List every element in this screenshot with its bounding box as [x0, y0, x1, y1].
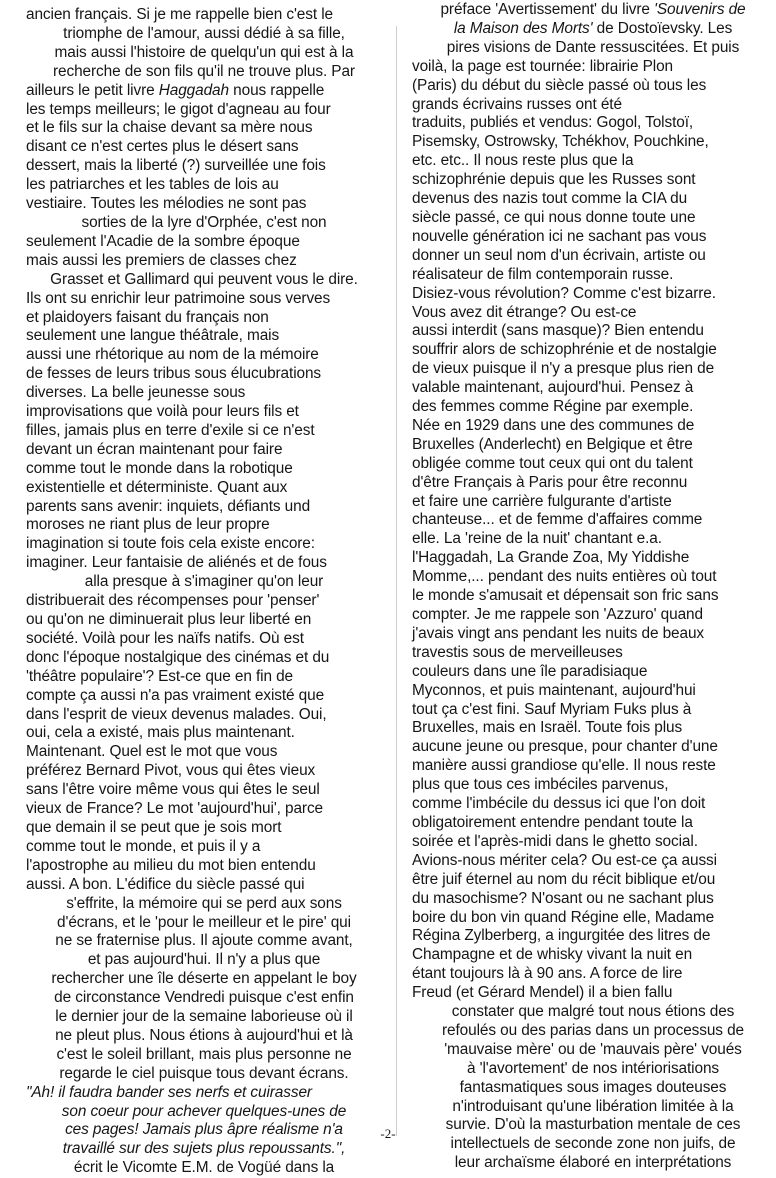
text-line: [412, 984, 774, 1003]
line-text: aussi une rhétorique au nom de la mémoire: [26, 346, 319, 364]
text-line: [412, 757, 774, 776]
line-text: moroses ne riant plus de leur propre: [26, 516, 270, 534]
text-line: [26, 1065, 382, 1084]
line-text: devenus des nazis tout comme la CIA du: [412, 190, 688, 208]
text-line: [412, 171, 774, 190]
line-text: valable maintenant, aujourd'hui. Pensez à: [412, 379, 694, 397]
text-line: [26, 649, 382, 668]
text-line: [26, 951, 382, 970]
line-text: à 'l'avortement' de nos intériorisations: [466, 1059, 720, 1077]
line-text-continued: nous rappelle: [228, 81, 325, 99]
line-text: travestis sous de merveilleuses: [412, 643, 623, 661]
line-text: dans l'esprit de vieux devenus malades. Oui,: [26, 705, 327, 723]
line-text: Régina Zylberberg, a ingurgitée des litres de: [412, 927, 711, 945]
text-line: [412, 701, 774, 720]
text-line: [26, 781, 382, 800]
line-text: de vieux puisque il n'y a presque plus rien de: [412, 360, 715, 378]
text-line: [26, 914, 382, 933]
text-line: [26, 327, 382, 346]
text-line: [412, 795, 774, 814]
line-text: distribuerait des récompenses pour 'penser': [26, 592, 320, 610]
line-text: comme tout le monde dans la robotique: [26, 459, 293, 477]
line-text: imagination si toute fois cela existe encore:: [26, 535, 315, 553]
text-line: [26, 743, 382, 762]
line-text: aussi. A bon. L'édifice du siècle passé qui: [26, 875, 305, 893]
text-line: [412, 341, 774, 360]
text-line: [26, 687, 382, 706]
text-line: [412, 266, 774, 285]
line-text: plus que tous ces imbéciles parvenus,: [412, 776, 669, 794]
text-line: [26, 838, 382, 857]
line-text: alla presque à s'imaginer qu'on leur: [84, 573, 324, 591]
line-text: Momme,... pendant des nuits entières où tout: [412, 568, 717, 586]
line-text: imaginer. Leur fantaisie de aliénés et de fous: [26, 554, 327, 572]
text-line: [412, 890, 774, 909]
line-text: parents sans avenir: inquiets, défiants und: [26, 497, 311, 515]
line-text: préface 'Avertissement' du livre: [440, 1, 655, 18]
line-text: 'théâtre populaire'? Est-ce que en fin de: [26, 667, 294, 685]
text-line: [26, 63, 382, 82]
line-text: Bruxelles (Anderlecht) en Belgique et être: [412, 435, 693, 453]
line-text: et pas aujourd'hui. Il n'y a plus que: [87, 951, 321, 969]
line-text: obligatoirement entendre pendant toute la: [412, 813, 693, 831]
line-text: que demain il se peut que je sois mort: [26, 818, 282, 836]
line-text: de fesses de leurs tribus sous élucubrations: [26, 365, 322, 383]
line-text: elle. La 'reine de la nuit' chantant e.a.: [412, 530, 662, 548]
line-text: et plaidoyers faisant du français non: [26, 308, 269, 326]
text-line: [412, 663, 774, 682]
line-text: regarde le ciel puisque tous devant écrans.: [59, 1064, 349, 1082]
text-line: [26, 724, 382, 743]
text-line: [26, 138, 382, 157]
line-text: boire du bon vin quand Régine elle, Madame: [412, 908, 715, 926]
text-line: [412, 96, 774, 115]
line-text: grands écrivains russes ont été: [412, 95, 622, 113]
text-line: [412, 833, 774, 852]
line-text: Pisemsky, Ostrowsky, Tchékhov, Pouchkine,: [412, 133, 709, 151]
text-line: [26, 214, 382, 233]
line-text: Maintenant. Quel est le mot que vous: [26, 743, 278, 761]
text-line: [26, 252, 382, 271]
text-line: [26, 498, 382, 517]
line-text: mais aussi les premiers de classes chez: [26, 251, 297, 269]
line-text: donner un seul nom d'un écrivain, artiste ou: [412, 246, 706, 264]
line-text: réalisateur de film contemporain russe.: [412, 265, 674, 283]
line-text: Vous avez dit étrange? Ou est-ce: [412, 303, 637, 321]
text-line: [412, 360, 774, 379]
line-text: c'est le soleil brillant, mais plus personne ne: [56, 1045, 352, 1063]
italic-text: "Ah! il faudra bander ses nerfs et cuirasser: [26, 1083, 312, 1101]
text-line: [26, 101, 382, 120]
line-text: mais aussi l'histoire de quelqu'un qui est à la: [54, 43, 354, 61]
text-line: [412, 909, 774, 928]
text-line: [412, 1154, 774, 1173]
line-text: (Paris) du début du siècle passé où tous les: [412, 76, 707, 94]
line-text: couleurs dans une île paradisiaque: [412, 662, 648, 680]
text-line: [412, 322, 774, 341]
text-line: [26, 233, 382, 252]
text-line: [412, 946, 774, 965]
line-text: écrit le Vicomte E.M. de Vogüé dans la: [73, 1159, 335, 1177]
text-line: [26, 516, 382, 535]
text-line: [412, 682, 774, 701]
line-text: l'apostrophe au milieu du mot bien entendu: [26, 856, 316, 874]
text-line: [412, 379, 774, 398]
line-text: ne se fraternise plus. Il ajoute comme avant,: [55, 932, 353, 950]
text-line: [26, 365, 382, 384]
text-line: [26, 1027, 382, 1046]
italic-text: la Maison des Morts': [453, 19, 593, 37]
text-line: [26, 403, 382, 422]
text-line: [412, 133, 774, 152]
text-line: [412, 190, 774, 209]
text-line: [412, 455, 774, 474]
line-text: survie. D'où la masturbation mentale de ces: [445, 1116, 741, 1134]
text-line: [26, 271, 382, 290]
line-text: Bruxelles, mais en Israël. Toute fois plus: [412, 719, 683, 737]
line-text: sorties de la lyre d'Orphée, c'est non: [81, 213, 327, 231]
line-text: les temps meilleurs; le gigot d'agneau au four: [26, 100, 331, 118]
text-line: [26, 611, 382, 630]
text-line: [412, 511, 774, 530]
text-line: [26, 44, 382, 63]
text-line: [26, 422, 382, 441]
line-text: devant un écran maintenant pour faire: [26, 440, 283, 458]
italic-text: son coeur pour achever quelques-unes de: [61, 1102, 347, 1120]
line-text: nouvelle génération ici ne sachant pas vous: [412, 227, 707, 245]
text-line: [26, 554, 382, 573]
text-line: [26, 479, 382, 498]
line-text: constater que malgré tout nous étions des: [451, 1003, 735, 1021]
line-text: être juif éternel au nom du récit biblique et/ou: [412, 870, 716, 888]
line-text: Ils ont su enrichir leur patrimoine sous verves: [26, 289, 331, 307]
text-line: [26, 819, 382, 838]
text-line: [26, 573, 382, 592]
text-line: [412, 209, 774, 228]
line-text: et faire une carrière fulgurante d'artiste: [412, 492, 672, 510]
line-text: oui, cela a existé, mais plus maintenant.: [26, 724, 295, 742]
text-line: [412, 1098, 774, 1117]
text-line: [412, 587, 774, 606]
text-line: [412, 417, 774, 436]
line-text: 'mauvaise mère' ou de 'mauvais père' voués: [444, 1040, 742, 1058]
text-line: [26, 876, 382, 895]
text-line: [412, 304, 774, 323]
line-text: etc. etc.. Il nous reste plus que la: [412, 152, 634, 170]
text-line: [412, 285, 774, 304]
line-text: compter. Je me rappele son 'Azzuro' quand: [412, 606, 703, 623]
line-text: tout ça c'est fini. Sauf Myriam Fuks plus à: [412, 700, 692, 718]
text-line: [26, 157, 382, 176]
line-text: et le fils sur la chaise devant sa mère nous: [26, 119, 313, 137]
line-text: comme tout le monde, et puis il y a: [26, 837, 261, 855]
page-number: -2-: [380, 1126, 396, 1141]
line-text: fantasmatiques sous images douteuses: [459, 1078, 727, 1096]
line-text: des femmes comme Régine par exemple.: [412, 398, 694, 416]
line-text: Avions-nous mériter cela? Ou est-ce ça aussi: [412, 851, 717, 869]
text-line: [412, 1060, 774, 1079]
italic-text: Haggadah: [158, 81, 229, 99]
line-text: le dernier jour de la semaine laborieuse où il: [55, 1008, 353, 1026]
line-text: Disiez-vous révolution? Comme c'est bizarre.: [412, 284, 716, 302]
line-text: traduits, publiés et vendus: Gogol, Tolstoï,: [412, 114, 694, 132]
text-line: [412, 1079, 774, 1098]
text-line: [26, 989, 382, 1008]
line-text: manière aussi grandiose qu'elle. Il nous reste: [412, 757, 716, 775]
text-line: [412, 20, 774, 39]
text-line: [26, 1084, 382, 1103]
line-text: souffrir alors de schizophrénie et de nostalgie: [412, 341, 717, 359]
text-line: [26, 1008, 382, 1027]
line-text: s'effrite, la mémoire qui se perd aux sons: [66, 894, 342, 912]
text-line: [412, 606, 774, 625]
text-line: [412, 398, 774, 417]
line-text: Champagne et de whisky vivant la nuit en: [412, 946, 693, 964]
text-line: [26, 384, 382, 403]
text-line: [412, 114, 774, 133]
line-text: compte ça aussi n'a pas vraiment existé que: [26, 686, 325, 704]
line-text: disant ce n'est certes plus le désert sans: [26, 138, 299, 156]
line-text: triomphe de l'amour, aussi dédié à sa fille,: [63, 24, 345, 42]
text-line: [26, 932, 382, 951]
line-text: Freud (et Gérard Mendel) il a bien fallu: [412, 984, 673, 1002]
line-text: le monde s'amusait et dépensait son fric sans: [412, 587, 719, 605]
text-line: [26, 195, 382, 214]
text-line: [412, 493, 774, 512]
text-line: [26, 668, 382, 687]
text-line: [26, 1103, 382, 1122]
text-line: [26, 592, 382, 611]
text-line: [26, 441, 382, 460]
text-line: [26, 1046, 382, 1065]
line-text: pires visions de Dante ressuscitées. Et puis: [446, 38, 740, 56]
line-text: chanteuse... et de femme d'affaires comme: [412, 511, 703, 529]
text-line: [412, 77, 774, 96]
line-text: ne pleut plus. Nous étions à aujourd'hui et là: [55, 1026, 353, 1044]
line-text: obligée comme tout ceux qui ont du talent: [412, 454, 693, 472]
text-line: [26, 706, 382, 725]
line-text: j'avais vingt ans pendant les nuits de beaux: [412, 624, 705, 642]
text-line: [26, 6, 382, 25]
text-line: [26, 346, 382, 365]
text-line: [412, 965, 774, 984]
line-text: filles, jamais plus en terre d'exile si ce n'est: [26, 421, 315, 439]
column-divider: [396, 26, 397, 1136]
line-text: étant toujours là à 90 ans. A force de lire: [412, 965, 683, 983]
line-text: diverses. La belle jeunesse sous: [26, 384, 246, 402]
line-text: voilà, la page est tournée: librairie Plon: [412, 57, 674, 75]
text-line: [412, 247, 774, 266]
text-line: [26, 82, 382, 101]
text-line: [412, 1022, 774, 1041]
text-line: [412, 1003, 774, 1022]
line-text: d'être Français à Paris pour être reconnu: [412, 473, 688, 491]
text-line: [412, 549, 774, 568]
text-line: [412, 852, 774, 871]
line-text-continued: de Dostoïevsky. Les: [592, 19, 733, 37]
line-text: les patriarches et les tables de lois au: [26, 176, 279, 194]
text-line: [412, 530, 774, 549]
text-line: [412, 436, 774, 455]
text-line: [412, 927, 774, 946]
line-text: comme l'imbécile du dessus ici que l'on doit: [412, 795, 706, 813]
text-line: [412, 814, 774, 833]
italic-text: ces pages! Jamais plus âpre réalisme n'a: [65, 1121, 343, 1139]
line-text: d'écrans, et le 'pour le meilleur et le pire' qui: [57, 913, 351, 931]
text-line: [412, 871, 774, 890]
line-text: donc l'époque nostalgique des cinémas et du: [26, 648, 330, 666]
italic-text: 'Souvenirs de: [654, 1, 746, 18]
line-text: improvisations que voilà pour leurs fils et: [26, 403, 299, 421]
text-line: [26, 290, 382, 309]
line-text: ailleurs le petit livre: [26, 81, 159, 99]
italic-text: travaillé sur des sujets plus repoussants.",: [62, 1140, 346, 1158]
text-line: [412, 39, 774, 58]
line-text: rechercher une île déserte en appelant le boy: [51, 970, 357, 988]
line-text: l'Haggadah, La Grande Zoa, My Yiddishe: [412, 549, 690, 567]
line-text: Grasset et Gallimard qui peuvent vous le dire.: [50, 270, 358, 288]
line-text: seulement une langue théâtrale, mais: [26, 327, 280, 345]
text-line: [412, 1041, 774, 1060]
left-text-column: [26, 6, 382, 1178]
text-line: [26, 1140, 382, 1159]
text-line: [26, 857, 382, 876]
text-line: [412, 1, 774, 20]
text-line: [26, 1159, 382, 1178]
line-text: de circonstance Vendredi puisque c'est enfin: [54, 989, 354, 1007]
text-line: [412, 776, 774, 795]
text-line: [26, 176, 382, 195]
line-text: vestiaire. Toutes les mélodies ne sont pas: [26, 195, 307, 213]
line-text: aucune jeune ou presque, pour chanter d'une: [412, 738, 718, 756]
text-line: [412, 719, 774, 738]
line-text: seulement l'Acadie de la sombre époque: [26, 232, 300, 250]
line-text: vieux de France? Le mot 'aujourd'hui', parce: [26, 800, 324, 818]
line-text: dessert, mais la liberté (?) surveillée une fois: [26, 157, 326, 175]
text-line: [26, 762, 382, 781]
text-line: [412, 228, 774, 247]
text-line: [26, 800, 382, 819]
text-line: [26, 630, 382, 649]
line-text: aussi interdit (sans masque)? Bien entendu: [412, 322, 704, 340]
line-text: existentielle et déterministe. Quant aux: [26, 478, 288, 496]
line-text: soirée et l'après-midi dans le ghetto social.: [412, 832, 698, 850]
line-text: siècle passé, ce qui nous donne toute une: [412, 208, 696, 226]
text-line: [26, 535, 382, 554]
text-line: [26, 119, 382, 138]
text-line: [412, 58, 774, 77]
text-line: [26, 970, 382, 989]
line-text: Myconnos, et puis maintenant, aujourd'hui: [412, 681, 696, 699]
right-text-column: [412, 1, 774, 1173]
line-text: schizophrénie depuis que les Russes sont: [412, 171, 696, 189]
line-text: du masochisme? N'osant ou ne sachant plus: [412, 889, 714, 907]
line-text: sans l'être voire même vous qui êtes le seul: [26, 781, 320, 799]
line-text: ancien français. Si je me rappelle bien c'est le: [26, 6, 333, 23]
text-line: [412, 474, 774, 493]
line-text: recherche de son fils qu'il ne trouve plus. Par: [53, 62, 355, 80]
line-text: société. Voilà pour les naïfs natifs. Où est: [26, 629, 304, 647]
line-text: préférez Bernard Pivot, vous qui êtes vieux: [26, 762, 316, 780]
text-line: [412, 644, 774, 663]
line-text: Née en 1929 dans une des communes de: [412, 416, 695, 434]
line-text: leur archaïsme élaboré en interprétations: [454, 1154, 732, 1172]
text-line: [412, 568, 774, 587]
text-line: [412, 738, 774, 757]
line-text: ou qu'on ne diminuerait plus leur liberté en: [26, 611, 312, 628]
text-line: [412, 152, 774, 171]
text-line: [26, 895, 382, 914]
line-text: refoulés ou des parias dans un processus de: [442, 1021, 744, 1039]
line-text: intellectuels de seconde zone non juifs, de: [450, 1135, 736, 1153]
text-line: [26, 309, 382, 328]
line-text: n'introduisant qu'une libération limitée à la: [452, 1097, 734, 1115]
text-line: [26, 25, 382, 44]
text-line: [412, 625, 774, 644]
text-line: [26, 460, 382, 479]
